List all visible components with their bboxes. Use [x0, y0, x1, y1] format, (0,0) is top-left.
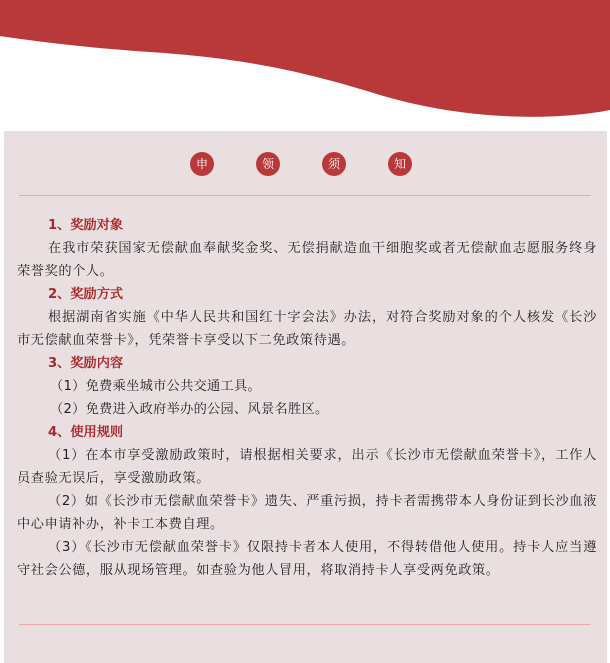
section-paragraph: 在我市荣获国家无偿献血奉献奖金奖、无偿捐献造血干细胞奖或者无偿献血志愿服务终身荣誉奖的个人。	[17, 241, 597, 279]
section-heading: 2、奖励方式	[48, 287, 124, 302]
list-item: （1）免费乘坐城市公共交通工具。	[50, 379, 262, 394]
title-char-4: 知	[388, 152, 412, 176]
title-char-2: 领	[256, 152, 280, 176]
section-heading: 1、奖励对象	[48, 218, 124, 233]
section-paragraph: （1）在本市享受激励政策时，请根据相关要求，出示《长沙市无偿献血荣誉卡》，工作人员查验无误后，享受激励政策。	[17, 448, 597, 486]
section-paragraph: 根据湖南省实施《中华人民共和国红十字会法》办法，对符合奖励对象的个人核发《长沙市无偿献血荣誉卡》，凭荣誉卡享受以下二免政策待遇。	[17, 310, 597, 348]
header-wave-banner	[0, 0, 610, 132]
notice-content	[17, 214, 597, 582]
title-char-1: 申	[190, 152, 214, 176]
list-item: （2）免费进入政府举办的公园、风景名胜区。	[50, 402, 329, 417]
section-heading: 3、奖励内容	[48, 356, 124, 371]
section-heading: 4、使用规则	[48, 425, 124, 440]
section-paragraph: （2）如《长沙市无偿献血荣誉卡》遗失、严重污损，持卡者需携带本人身份证到长沙血液中心申请补办，补卡工本费自理。	[17, 494, 597, 532]
title-char-3: 须	[322, 152, 346, 176]
bottom-divider	[19, 624, 591, 625]
section-paragraph: （3）《长沙市无偿献血荣誉卡》仅限持卡者本人使用，不得转借他人使用。持卡人应当遵守社会公德，服从现场管理。如查验为他人冒用，将取消持卡人享受两免政策。	[17, 540, 597, 578]
notice-title	[0, 152, 610, 178]
top-divider	[19, 195, 591, 196]
